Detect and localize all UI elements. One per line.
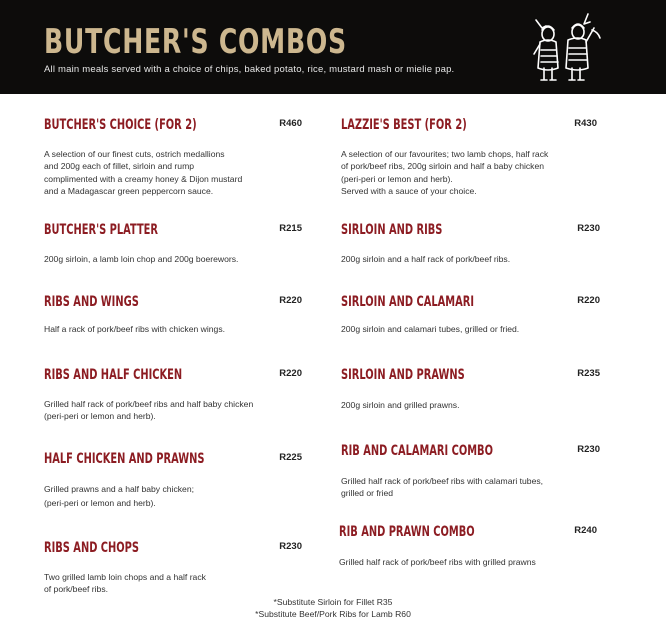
menu-item <box>341 367 601 417</box>
menu-item <box>44 367 302 427</box>
footnote-lamb: *Substitute Beef/Pork Ribs for Lamb R60 <box>255 609 411 619</box>
item-description: Grilled half rack of pork/beef ribs with grilled prawns <box>339 557 536 567</box>
item-price: R225 <box>279 452 302 463</box>
item-description: 200g sirloin and calamari tubes, grilled or fried. <box>341 324 520 334</box>
item-name: SIRLOIN AND RIBS <box>341 222 443 238</box>
item-name: RIB AND CALAMARI COMBO <box>341 443 493 459</box>
menu-item <box>44 222 302 272</box>
item-name: HALF CHICKEN AND PRAWNS <box>44 451 205 467</box>
item-description: 200g sirloin and grilled prawns. <box>341 400 460 410</box>
item-description: 200g sirloin and a half rack of pork/beef ribs. <box>341 254 511 264</box>
item-description: Grilled half rack of pork/beef ribs with calamari tubes, grilled or fried <box>341 476 544 499</box>
item-price: R235 <box>577 368 600 379</box>
item-name: LAZZIE'S BEST (FOR 2) <box>341 117 467 133</box>
menu-header <box>0 0 666 94</box>
item-price: R430 <box>574 118 597 129</box>
item-price: R240 <box>574 525 597 536</box>
item-name: RIBS AND HALF CHICKEN <box>44 367 183 383</box>
menu-item <box>44 451 302 511</box>
item-price: R230 <box>577 223 600 234</box>
item-description: Two grilled lamb loin chops and a half rack of pork/beef ribs. <box>44 572 206 595</box>
menu-item <box>341 294 601 344</box>
menu-item <box>341 222 601 272</box>
butchers-logo-icon <box>522 8 606 88</box>
menu-item <box>44 294 302 344</box>
footnote-fillet: *Substitute Sirloin for Fillet R35 <box>273 597 393 607</box>
item-description: 200g sirloin, a lamb loin chop and 200g boerewors. <box>44 254 239 264</box>
item-price: R215 <box>279 223 302 234</box>
item-name: BUTCHER'S CHOICE (FOR 2) <box>44 117 197 133</box>
item-price: R230 <box>279 541 302 552</box>
item-name: RIB AND PRAWN COMBO <box>339 524 475 540</box>
item-description: A selection of our finest cuts, ostrich medallions and 200g each of fillet, sirloin and rump complimented with a creamy honey & Dijon mustard and a Madagascar green peppercorn sauce. <box>44 149 243 197</box>
footnotes <box>0 596 666 620</box>
item-description: A selection of our favourites; two lamb chops, half rack of pork/beef ribs, 200g sirloin and half a baby chicken (peri-peri or lemon and herb). Served with a sauce of your choice. <box>341 149 549 197</box>
item-price: R220 <box>577 295 600 306</box>
item-price: R220 <box>279 368 302 379</box>
item-price: R460 <box>279 118 302 129</box>
item-description: Half a rack of pork/beef ribs with chicken wings. <box>44 324 226 334</box>
menu-item <box>339 524 601 570</box>
item-description: Grilled prawns and a half baby chicken; (peri-peri or lemon and herb). <box>44 484 194 508</box>
page-title: BUTCHER'S COMBOS <box>44 22 347 62</box>
menu-item <box>44 540 302 596</box>
item-name: SIRLOIN AND PRAWNS <box>341 367 465 383</box>
item-description: Grilled half rack of pork/beef ribs and half baby chicken (peri-peri or lemon and herb). <box>44 399 254 422</box>
page-subtitle: All main meals served with a choice of chips, baked potato, rice, mustard mash or mielie pap. <box>44 64 455 75</box>
item-price: R230 <box>577 444 600 455</box>
item-name: RIBS AND CHOPS <box>44 540 140 556</box>
item-name: RIBS AND WINGS <box>44 294 139 310</box>
item-name: SIRLOIN AND CALAMARI <box>341 294 475 310</box>
item-name: BUTCHER'S PLATTER <box>44 222 159 238</box>
item-price: R220 <box>279 295 302 306</box>
menu-item <box>341 117 601 207</box>
menu-item <box>341 443 601 503</box>
menu-item <box>44 117 302 207</box>
